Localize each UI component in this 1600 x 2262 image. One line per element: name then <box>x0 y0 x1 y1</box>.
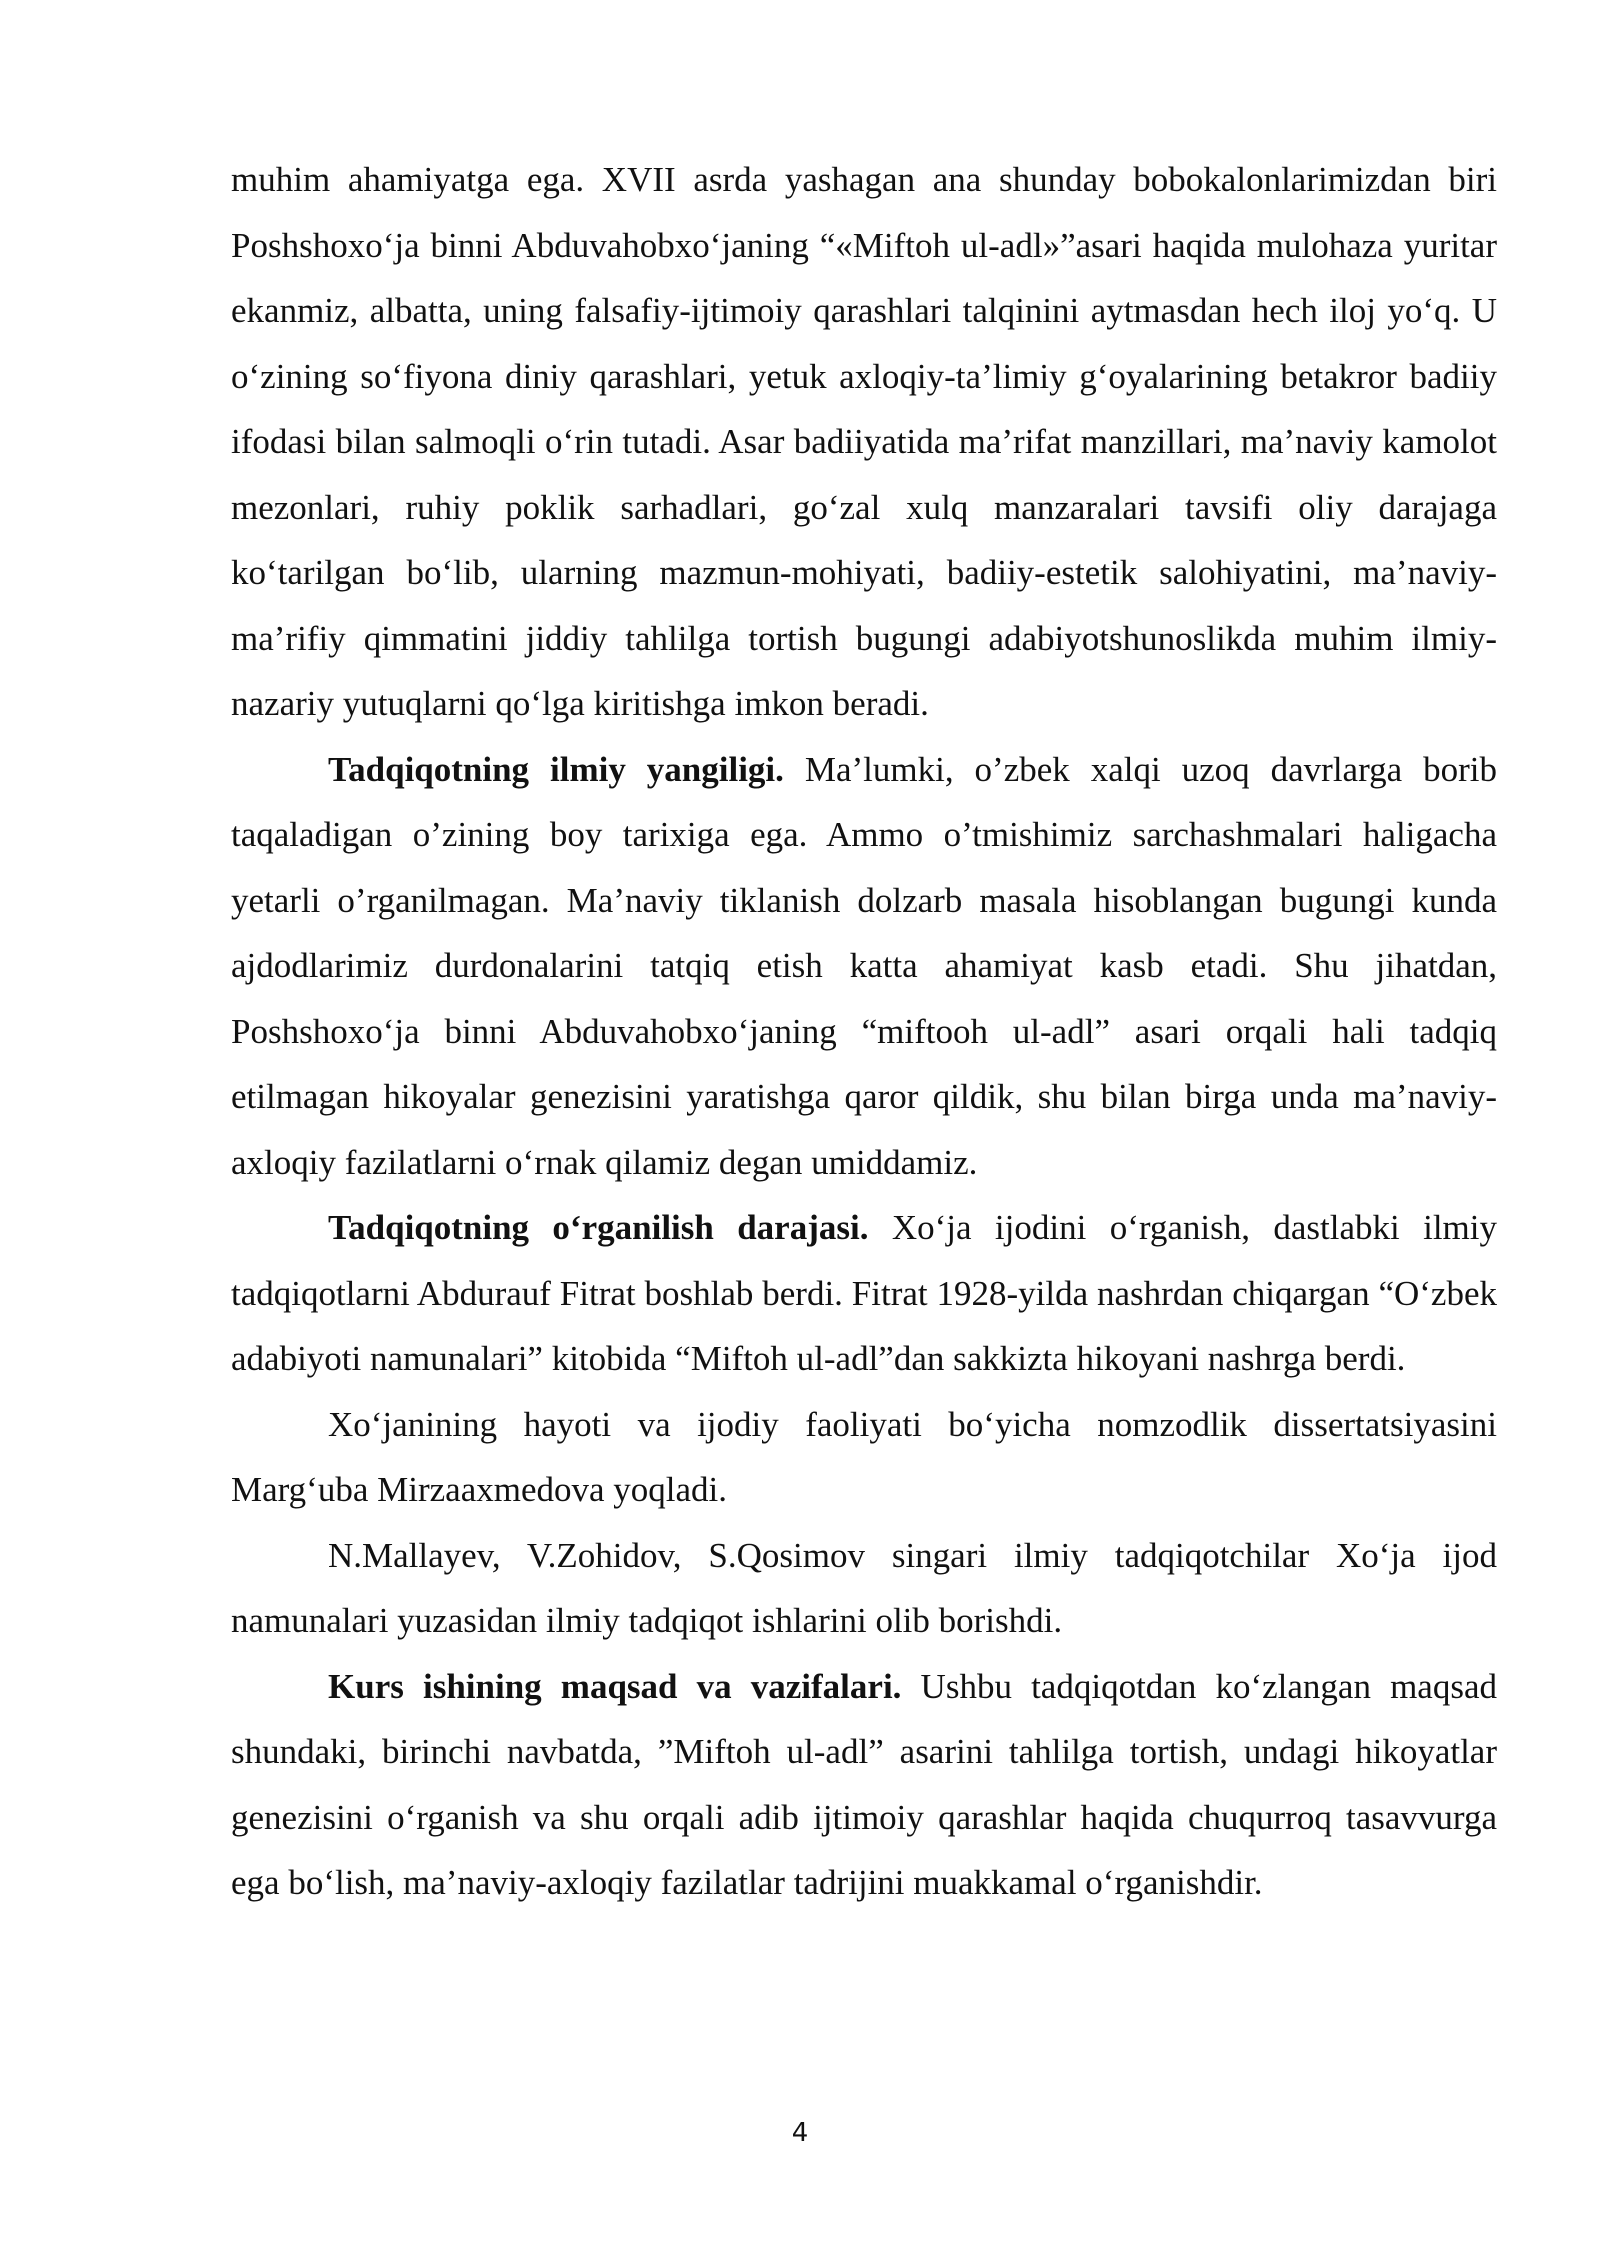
paragraph-intro-continuation <box>231 147 1497 737</box>
paragraph-goals <box>231 1654 1497 1916</box>
document-body <box>231 147 1497 1916</box>
paragraph-text: muhim ahamiyatga ega. XVII asrda yashagan ana shunday bobokalonlarimizdan biri Poshshoxo‘ja binni Abduvahobxo‘janing “«Miftoh ul-adl»”asari haqida mulohaza yuritar ekanmiz, albatta, uning falsafiy-ijtimoiy qarashlari talqinini aytmasdan hech iloj yo‘q. U o‘zining so‘fiyona diniy qarashlari, yetuk axloqiy-ta’limiy g‘oyalarining betakror badiiy ifodasi bilan salmoqli o‘rin tutadi. Asar badiiyatida ma’rifat manzillari, ma’naviy kamolot mezonlari, ruhiy poklik sarhadlari, go‘zal xulq manzaralari tavsifi oliy darajaga ko‘tarilgan bo‘lib, ularning mazmun-mohiyati, badiiy-estetik salohiyatini, ma’naviy-ma’rifiy qimmatini jiddiy tahlilga tortish bugungi adabiyotshunoslikda muhim ilmiy-nazariy yutuqlarni qo‘lga kiritishga imkon beradi. <box>231 160 1497 723</box>
paragraph-text: Ma’lumki, o’zbek xalqi uzoq davrlarga borib taqaladigan o’zining boy tarixiga ega. Ammo o’tmishimiz sarchashmalari haligacha yetarli o’rganilmagan. Ma’naviy tiklanish dolzarb masala hisoblangan bugungi kunda ajdodlarimiz durdonalarini tatqiq etish katta ahamiyat kasb etadi. Shu jihatdan, Poshshoxo‘ja binni Abduvahobxo‘janing “miftooh ul-adl” asari orqali hali tadqiq etilmagan hikoyalar genezisini yaratishga qaror qildik, shu bilan birga unda ma’naviy-axloqiy fazilatlarni o‘rnak qilamiz degan umiddamiz. <box>231 749 1497 1182</box>
paragraph-study-level <box>231 1195 1497 1392</box>
section-heading-study-level: Tadqiqotning o‘rganilish darajasi. <box>328 1208 869 1247</box>
paragraph-text: Ushbu tadqiqotdan ko‘zlangan maqsad shundaki, birinchi navbatda, ”Miftoh ul-adl” asarini tahlilga tortish, undagi hikoyatlar genezisini o‘rganish va shu orqali adib ijtimoiy qarashlar haqida chuqurroq tasavvurga ega bo‘lish, ma’naviy-axloqiy fazilatlar tadrijini muakkamal o‘rganishdir. <box>231 1666 1497 1902</box>
paragraph-text: Xo‘ja ijodini o‘rganish, dastlabki ilmiy tadqiqotlarni Abdurauf Fitrat boshlab berdi. Fitrat 1928-yilda nashrdan chiqargan “O‘zbek adabiyoti namunalari” kitobida “Miftoh ul-adl”dan sakkizta hikoyani nashrga berdi. <box>231 1208 1498 1378</box>
paragraph-text: N.Mallayev, V.Zohidov, S.Qosimov singari ilmiy tadqiqotchilar Xo‘ja ijod namunalari yuzasidan ilmiy tadqiqot ishlarini olib borishdi. <box>231 1535 1497 1640</box>
paragraph-dissertation <box>231 1392 1497 1523</box>
section-heading-scientific-novelty: Tadqiqotning ilmiy yangiligi. <box>328 749 784 789</box>
page-number: 4 <box>791 2118 809 2148</box>
paragraph-text: Xo‘janining hayoti va ijodiy faoliyati bo‘yicha nomzodlik dissertatsiyasini Marg‘uba Mirzaaxmedova yoqladi. <box>231 1404 1497 1509</box>
paragraph-scientific-novelty <box>231 737 1497 1196</box>
section-heading-goals: Kurs ishining maqsad va vazifalari. <box>328 1666 902 1706</box>
paragraph-researchers <box>231 1523 1497 1654</box>
